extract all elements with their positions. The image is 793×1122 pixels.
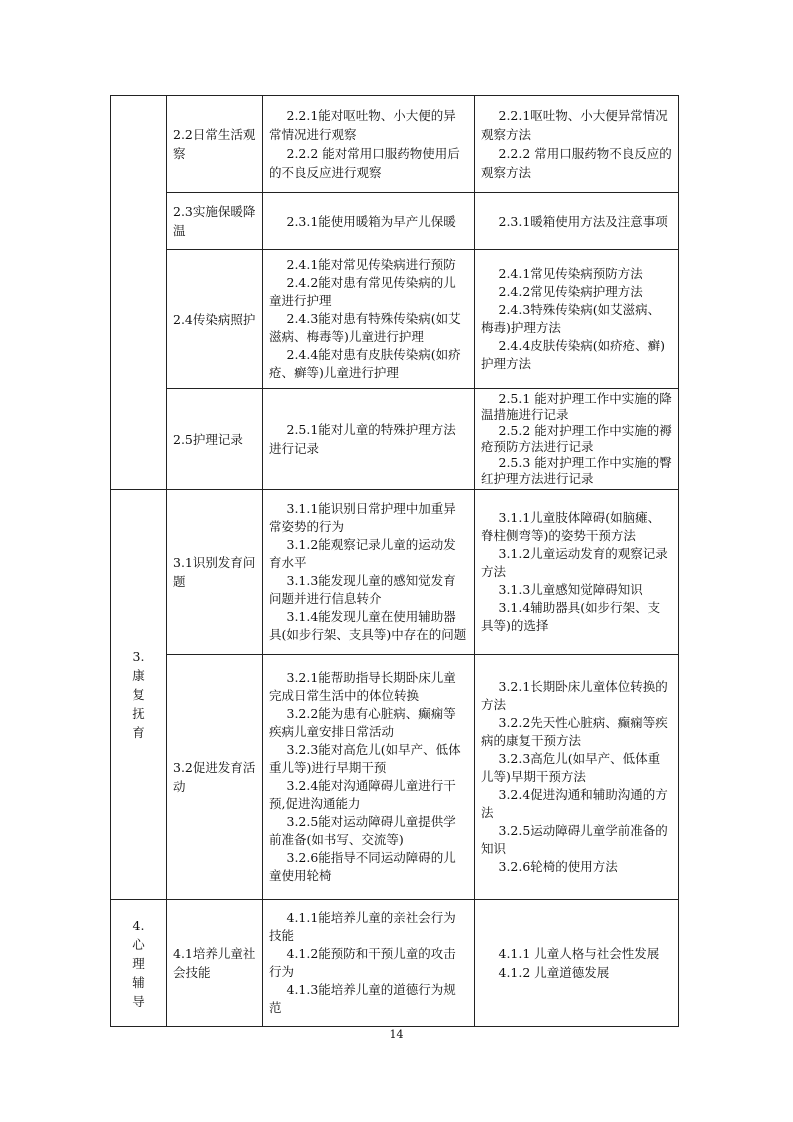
category-char: 4. <box>132 917 145 933</box>
table-row <box>111 389 679 490</box>
skill-item: 2.2.1能对呕吐物、小大便的异常情况进行观察 <box>269 108 456 142</box>
skill-item: 3.1.4能发现儿童在使用辅助器具(如步行架、支具等)中存在的问题 <box>269 609 467 642</box>
knowledge-requirement-cell <box>475 490 679 655</box>
skill-item: 4.1.3能培养儿童的道德行为规范 <box>269 982 456 1015</box>
table-row <box>111 193 679 250</box>
knowledge-requirement-cell <box>475 250 679 389</box>
category-cell-psych <box>111 900 167 1027</box>
sub-function-cell: 2.3实施保暖降温 <box>167 193 263 250</box>
knowledge-requirement-cell <box>475 389 679 490</box>
category-char: 康 <box>132 668 145 683</box>
category-char: 理 <box>132 955 145 971</box>
skill-requirement-cell <box>263 490 475 655</box>
skill-item: 2.4.3能对患有特殊传染病(如艾滋病、梅毒等)儿童进行护理 <box>269 311 461 344</box>
table-row <box>111 250 679 389</box>
skill-item: 3.2.4能对沟通障碍儿童进行干预,促进沟通能力 <box>269 778 456 811</box>
knowledge-item: 3.2.3高危儿(如早产、低体重儿等)早期干预方法 <box>481 751 661 784</box>
knowledge-item: 3.2.6轮椅的使用方法 <box>498 859 618 874</box>
sub-function-cell: 4.1培养儿童社会技能 <box>167 900 263 1027</box>
knowledge-item: 3.2.1长期卧床儿童体位转换的方法 <box>481 679 668 712</box>
skill-item: 3.2.6能指导不同运动障碍的儿童使用轮椅 <box>269 850 456 883</box>
skill-item: 2.2.2 能对常用口服药物使用后的不良反应进行观察 <box>269 146 460 180</box>
skill-requirement-cell <box>263 655 475 900</box>
category-cell-rehab <box>111 490 167 900</box>
category-char: 复 <box>132 687 145 702</box>
knowledge-requirement-cell <box>475 193 679 250</box>
category-char: 导 <box>132 993 145 1009</box>
knowledge-item: 2.4.2常见传染病护理方法 <box>498 284 643 299</box>
table-row <box>111 655 679 900</box>
skill-item: 3.2.3能对高危儿(如早产、低体重儿等)进行早期干预 <box>269 742 461 775</box>
page-number: 14 <box>389 1028 404 1041</box>
knowledge-item: 3.2.4促进沟通和辅助沟通的方法 <box>481 787 668 820</box>
knowledge-item: 2.5.2 能对护理工作中实施的褥疮预防方法进行记录 <box>481 423 672 454</box>
knowledge-item: 4.1.1 儿童人格与社会性发展 <box>498 946 660 961</box>
skill-item: 2.4.1能对常见传染病进行预防 <box>286 257 456 272</box>
knowledge-item: 2.2.2 常用口服药物不良反应的观察方法 <box>481 146 672 180</box>
skill-item: 2.4.4能对患有皮肤传染病(如疥疮、癣等)儿童进行护理 <box>269 347 461 380</box>
knowledge-requirement-cell <box>475 900 679 1027</box>
category-char: 育 <box>132 725 145 740</box>
skill-item: 2.3.1能使用暖箱为早产儿保暖 <box>286 213 456 229</box>
skill-item: 3.2.2能为患有心脏病、癫痫等疾病儿童安排日常活动 <box>269 706 456 739</box>
knowledge-item: 2.5.3 能对护理工作中实施的臀红护理方法进行记录 <box>481 455 672 486</box>
category-cell-empty <box>111 96 167 490</box>
skill-item: 2.5.1能对儿童的特殊护理方法进行记录 <box>269 422 456 456</box>
skill-item: 3.2.1能帮助指导长期卧床儿童完成日常生活中的体位转换 <box>269 670 456 703</box>
skill-requirement-cell <box>263 96 475 193</box>
skill-item: 4.1.2能预防和干预儿童的攻击行为 <box>269 946 456 979</box>
knowledge-requirement-cell <box>475 655 679 900</box>
category-char: 抚 <box>132 706 145 721</box>
category-char: 心 <box>132 936 145 952</box>
knowledge-item: 2.5.1 能对护理工作中实施的降温措施进行记录 <box>481 391 672 422</box>
sub-function-cell: 2.4传染病照护 <box>167 250 263 389</box>
table-row <box>111 96 679 193</box>
knowledge-item: 3.1.4辅助器具(如步行架、支具等)的选择 <box>481 600 661 633</box>
knowledge-item: 3.2.2先天性心脏病、癫痫等疾病的康复干预方法 <box>481 715 668 748</box>
knowledge-item: 3.2.5运动障碍儿童学前准备的知识 <box>481 823 668 856</box>
sub-function-cell: 3.1识别发育问题 <box>167 490 263 655</box>
knowledge-item: 2.2.1呕吐物、小大便异常情况观察方法 <box>481 108 668 142</box>
skill-item: 4.1.1能培养儿童的亲社会行为技能 <box>269 910 456 943</box>
category-char: 辅 <box>132 974 145 990</box>
knowledge-item: 4.1.2 儿童道德发展 <box>498 965 610 980</box>
knowledge-item: 2.3.1暖箱使用方法及注意事项 <box>498 213 668 229</box>
skill-item: 3.1.2能观察记录儿童的运动发育水平 <box>269 537 456 570</box>
knowledge-item: 2.4.3特殊传染病(如艾滋病、梅毒)护理方法 <box>481 302 661 335</box>
skill-item: 3.2.5能对运动障碍儿童提供学前准备(如书写、交流等) <box>269 814 456 847</box>
knowledge-item: 2.4.1常见传染病预防方法 <box>498 266 643 281</box>
skill-standard-table <box>110 95 679 1027</box>
sub-function-cell: 2.5护理记录 <box>167 389 263 490</box>
skill-item: 3.1.1能识别日常护理中加重异常姿势的行为 <box>269 501 456 534</box>
sub-function-cell: 3.2促进发育活动 <box>167 655 263 900</box>
knowledge-item: 3.1.2儿童运动发育的观察记录方法 <box>481 546 668 579</box>
knowledge-item: 2.4.4皮肤传染病(如疥疮、癣)护理方法 <box>481 338 666 371</box>
skill-requirement-cell <box>263 389 475 490</box>
knowledge-requirement-cell <box>475 96 679 193</box>
skill-item: 3.1.3能发现儿童的感知觉发育问题并进行信息转介 <box>269 573 456 606</box>
table-row <box>111 900 679 1027</box>
sub-function-cell: 2.2日常生活观察 <box>167 96 263 193</box>
skill-requirement-cell <box>263 900 475 1027</box>
category-char: 3. <box>132 649 145 664</box>
table-row <box>111 490 679 655</box>
knowledge-item: 3.1.3儿童感知觉障碍知识 <box>498 582 643 597</box>
skill-requirement-cell <box>263 193 475 250</box>
skill-item: 2.4.2能对患有常见传染病的儿童进行护理 <box>269 275 456 308</box>
skill-requirement-cell <box>263 250 475 389</box>
knowledge-item: 3.1.1儿童肢体障碍(如脑瘫、脊柱侧弯等)的姿势干预方法 <box>481 510 661 543</box>
